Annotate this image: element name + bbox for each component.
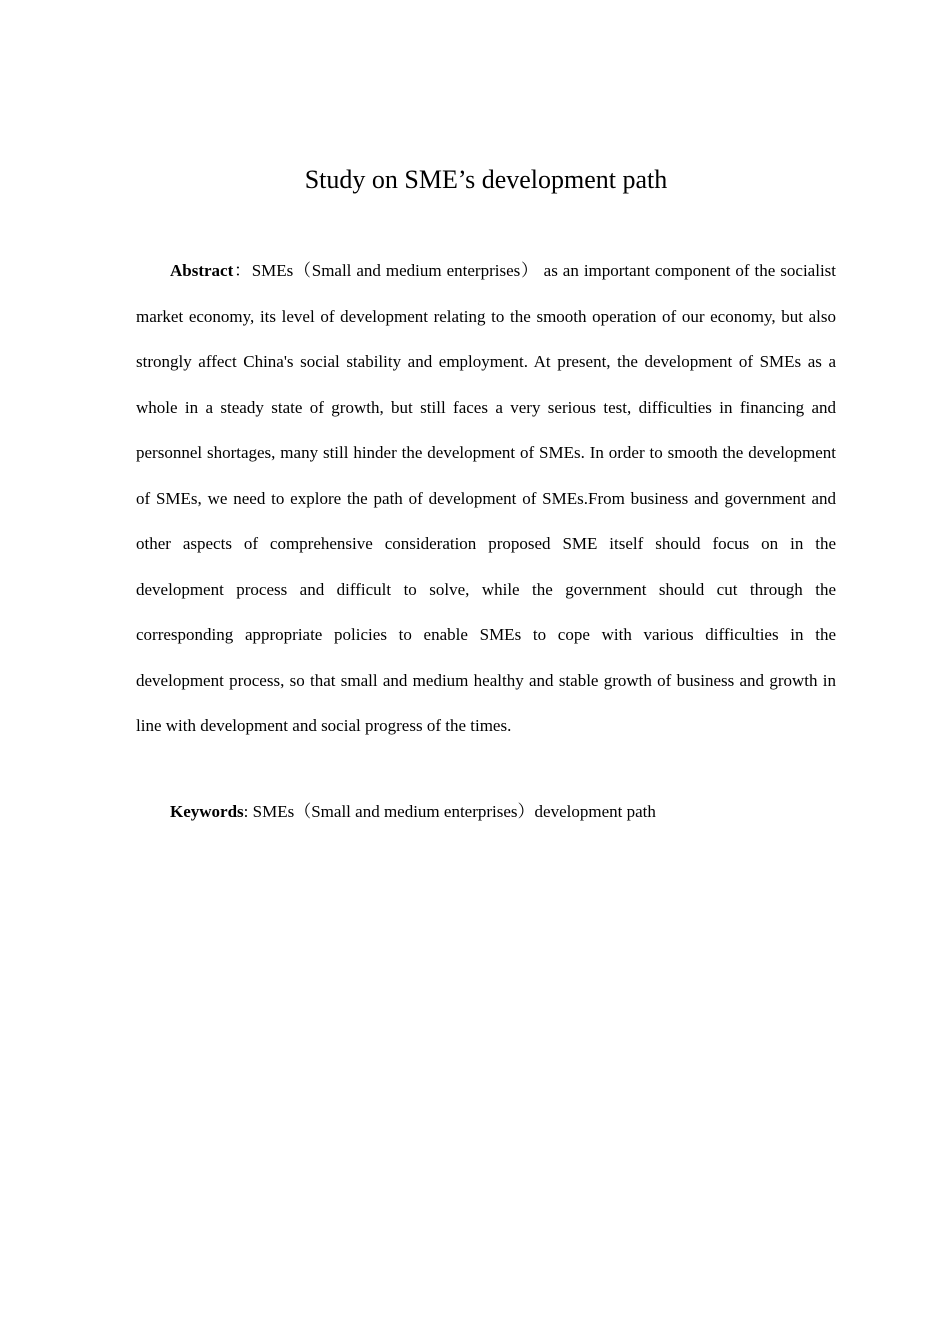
keywords-text: SMEs（Small and medium enterprises）development path — [252, 802, 656, 821]
abstract-text: SMEs（Small and medium enterprises） as an important component of the socialist market economy, its level of development relating to the smooth operation of our economy, but also strongly affect China's social stability and employment. At present, the development of SMEs as a whole in a steady state of growth, but still faces a very serious test, difficulties in financing and personnel shortages, many still hinder the development of SMEs. In order to smooth the development of SMEs, we need to explore the path of development of SMEs.From business and government and other aspects of comprehensive consideration proposed SME itself should focus on in the development process and difficult to solve, while the government should cut through the corresponding appropriate policies to enable SMEs to cope with various difficulties in the development process, so that small and medium healthy and stable growth of business and growth in line with development and social progress of the times. — [136, 261, 837, 735]
document-title: Study on SME’s development path — [304, 165, 668, 194]
abstract-separator: ： — [233, 261, 252, 280]
keywords-paragraph — [136, 797, 836, 827]
abstract-label: Abstract — [170, 261, 234, 280]
abstract-paragraph — [136, 248, 836, 749]
keywords-label: Keywords — [170, 802, 244, 821]
keywords-separator: : — [243, 802, 253, 821]
